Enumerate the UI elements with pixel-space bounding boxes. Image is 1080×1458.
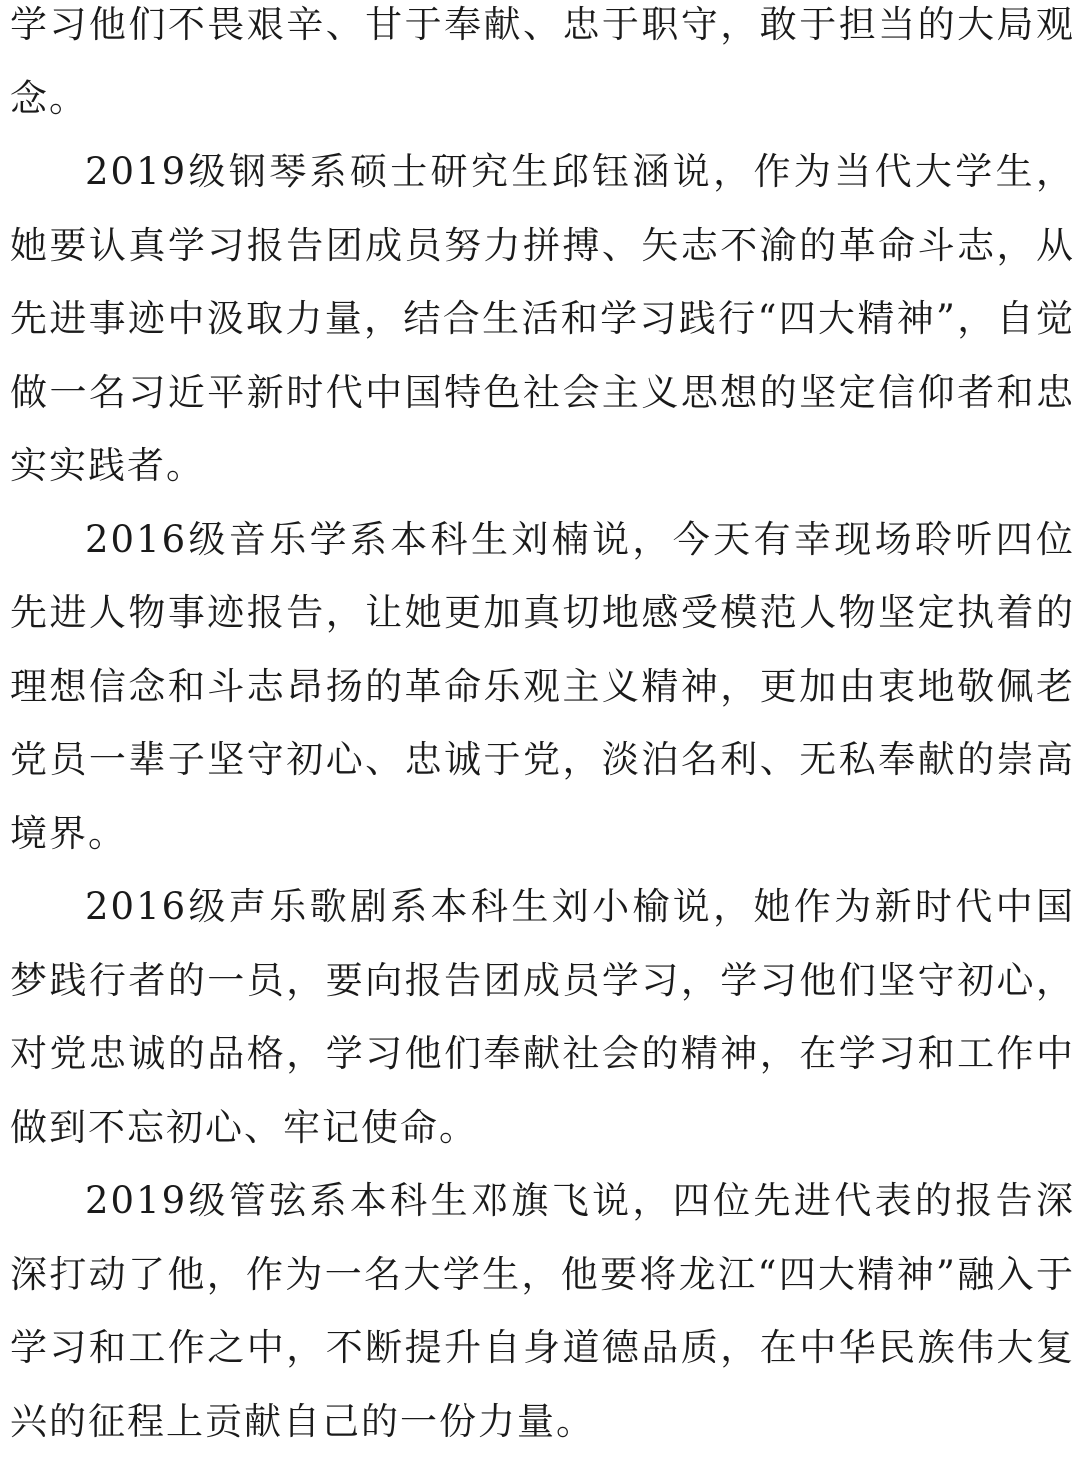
paragraph-4: 2016级声乐歌剧系本科生刘小榆说，她作为新时代中国梦践行者的一员，要向报告团成员学习，学习他们坚守初心，对党忠诚的品格，学习他们奉献社会的精神，在学习和工作中做到不忘初心、牢记使命。 [10,885,1075,1149]
paragraph-3: 2016级音乐学系本科生刘楠说，今天有幸现场聆听四位先进人物事迹报告，让她更加真切地感受模范人物坚定执着的理想信念和斗志昂扬的革命乐观主义精神，更加由衷地敬佩老党员一辈子坚守初心、忠诚于党，淡泊名利、无私奉献的崇高境界。 [10,517,1075,855]
paragraph-5: 2019级管弦系本科生邓旗飞说，四位先进代表的报告深深打动了他，作为一名大学生，他要将龙江“四大精神”融入于学习和工作之中，不断提升自身道德品质，在中华民族伟大复兴的征程上贡献自己的一份力量。 [10,1179,1075,1443]
document-page [10,0,1075,1458]
paragraph-2: 2019级钢琴系硕士研究生邱钰涵说，作为当代大学生，她要认真学习报告团成员努力拼搏、矢志不渝的革命斗志，从先进事迹中汲取力量，结合生活和学习践行“四大精神”，自觉做一名习近平新时代中国特色社会主义思想的坚定信仰者和忠实实践者。 [10,150,1075,487]
paragraph-1: 学习他们不畏艰辛、甘于奉献、忠于职守，敢于担当的大局观念。 [10,3,1075,120]
